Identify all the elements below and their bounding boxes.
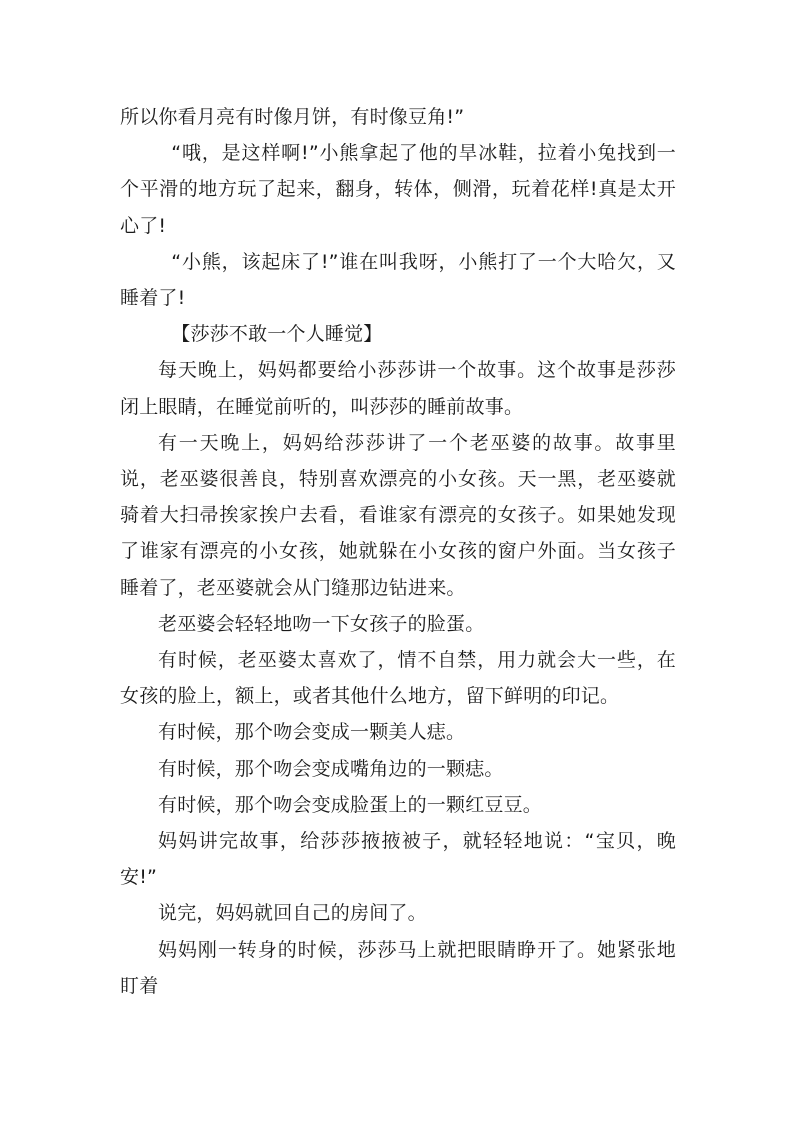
paragraph: “小熊，该起床了!”谁在叫我呀，小熊打了一个大哈欠，又睡着了!: [120, 250, 676, 310]
section-heading: 【莎莎不敢一个人睡觉】: [171, 323, 383, 346]
paragraph: 有时候，那个吻会变成一颗美人痣。: [158, 721, 466, 744]
paragraph: 有一天晚上，妈妈给莎莎讲了一个老巫婆的故事。故事里说，老巫婆很善良，特别喜欢漂亮的小女孩。天一黑，老巫婆就骑着大扫帚挨家挨户去看，看谁家有漂亮的女孩子。如果她发现了谁家有漂亮的小女孩，她就躲在小女孩的窗户外面。当女孩子睡着了，老巫婆就会从门缝那边钻进来。: [120, 431, 676, 599]
paragraph: 妈妈刚一转身的时候，莎莎马上就把眼睛睁开了。她紧张地盯着: [120, 938, 676, 997]
paragraph: 老巫婆会轻轻地吻一下女孩子的脸蛋。: [158, 612, 485, 635]
paragraph: 有时候，那个吻会变成嘴角边的一颗痣。: [158, 757, 504, 780]
paragraph: 有时候，那个吻会变成脸蛋上的一颗红豆豆。: [158, 793, 543, 816]
paragraph: 说完，妈妈就回自己的房间了。: [158, 902, 427, 925]
paragraph: 有时候，老巫婆太喜欢了，情不自禁，用力就会大一些，在女孩的脸上，额上，或者其他什么地方，留下鲜明的印记。: [120, 649, 676, 708]
paragraph: 妈妈讲完故事，给莎莎掖掖被子，就轻轻地说：“宝贝，晚安!”: [120, 830, 676, 889]
body-text: [120, 99, 676, 1004]
paragraph: 每天晚上，妈妈都要给小莎莎讲一个故事。这个故事是莎莎闭上眼睛，在睡觉前听的，叫莎莎的睡前故事。: [120, 359, 676, 418]
paragraph-continuation: 所以你看月亮有时像月饼，有时像豆角!”: [120, 106, 465, 128]
paragraph: “哦，是这样啊!”小熊拿起了他的旱冰鞋，拉着小兔找到一个平滑的地方玩了起来，翻身，转体，侧滑，玩着花样!真是太开心了!: [120, 142, 676, 237]
